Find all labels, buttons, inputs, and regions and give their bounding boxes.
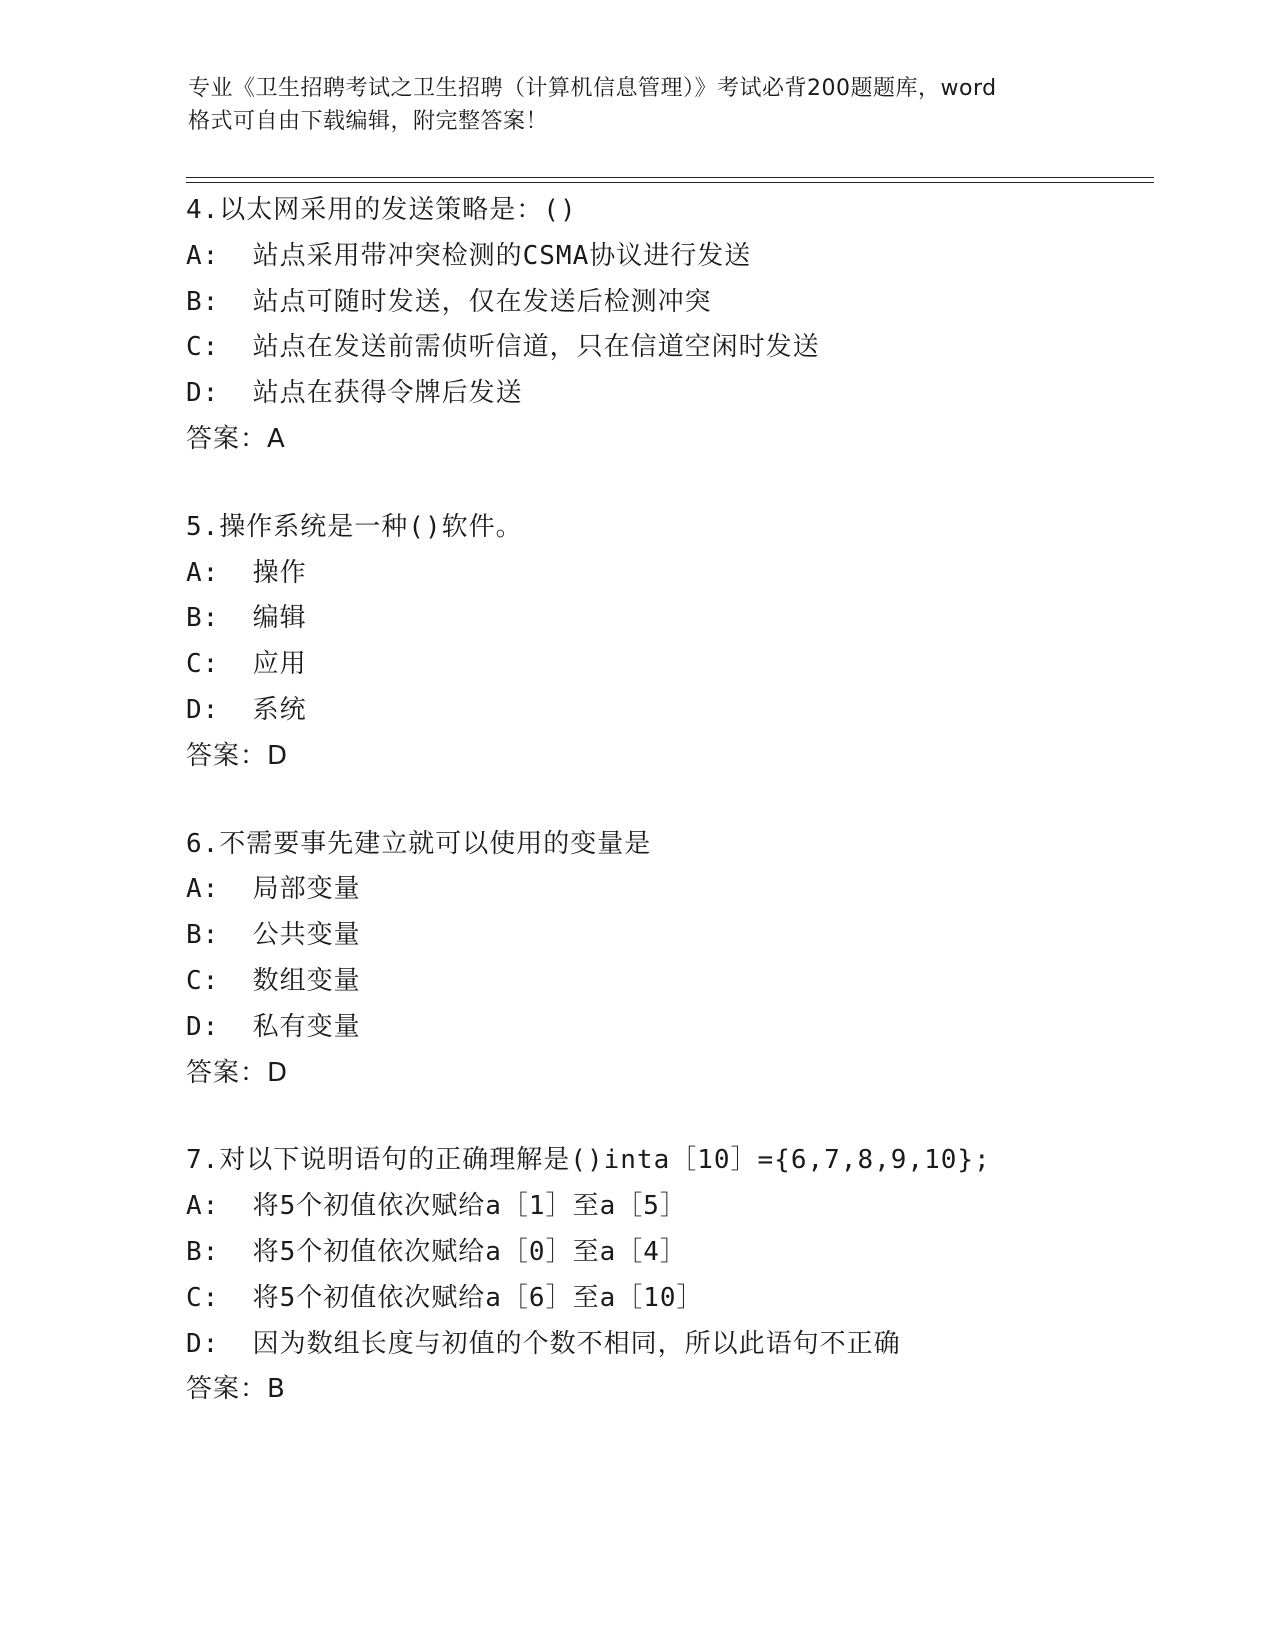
question-4 <box>186 188 1166 463</box>
option-a: A: 局部变量 <box>186 874 361 905</box>
answer-value: D <box>267 1057 289 1088</box>
question-7 <box>186 1138 1166 1413</box>
answer-value: A <box>267 423 286 454</box>
option-c: C: 应用 <box>186 649 307 680</box>
option-c: C: 数组变量 <box>186 965 361 996</box>
option-d: D: 系统 <box>186 694 307 725</box>
answer-label: 答案： <box>186 423 268 454</box>
answer-line <box>186 417 1166 463</box>
answer-value: B <box>267 1374 286 1405</box>
question-5 <box>186 505 1166 780</box>
answer-line <box>186 734 1166 780</box>
header-divider-top <box>186 177 1154 178</box>
question-list <box>186 188 1166 1455</box>
document-header <box>188 72 1088 138</box>
question-stem: 6.不需要事先建立就可以使用的变量是 <box>186 828 652 859</box>
option-b: B: 将5个初值依次赋给a［0］至a［4］ <box>186 1236 687 1267</box>
option-b: B: 编辑 <box>186 603 307 634</box>
answer-line <box>186 1051 1166 1097</box>
option-d: D: 站点在获得令牌后发送 <box>186 378 523 409</box>
answer-line <box>186 1367 1166 1413</box>
option-c: C: 站点在发送前需侦听信道，只在信道空闲时发送 <box>186 332 820 363</box>
option-a: A: 操作 <box>186 557 307 588</box>
header-line-1: 专业《卫生招聘考试之卫生招聘（计算机信息管理）》考试必背200题题库，word <box>188 76 997 101</box>
question-stem: 4.以太网采用的发送策略是：() <box>186 195 577 225</box>
option-d: D: 私有变量 <box>186 1011 361 1042</box>
question-stem: 5.操作系统是一种()软件。 <box>186 511 523 542</box>
answer-label: 答案： <box>186 740 268 771</box>
header-divider-bottom <box>186 182 1154 183</box>
header-line-2: 格式可自由下载编辑，附完整答案！ <box>188 109 549 134</box>
question-6 <box>186 822 1166 1097</box>
option-a: A: 将5个初值依次赋给a［1］至a［5］ <box>186 1191 687 1222</box>
option-a: A: 站点采用带冲突检测的CSMA协议进行发送 <box>186 240 752 271</box>
answer-label: 答案： <box>186 1374 268 1405</box>
answer-label: 答案： <box>186 1057 268 1088</box>
option-c: C: 将5个初值依次赋给a［6］至a［10］ <box>186 1282 704 1313</box>
question-stem: 7.对以下说明语句的正确理解是()inta［10］={6,7,8,9,10}; <box>186 1145 991 1176</box>
answer-value: D <box>267 740 289 771</box>
option-b: B: 站点可随时发送，仅在发送后检测冲突 <box>186 286 712 317</box>
option-d: D: 因为数组长度与初值的个数不相同，所以此语句不正确 <box>186 1328 901 1359</box>
option-b: B: 公共变量 <box>186 920 361 951</box>
